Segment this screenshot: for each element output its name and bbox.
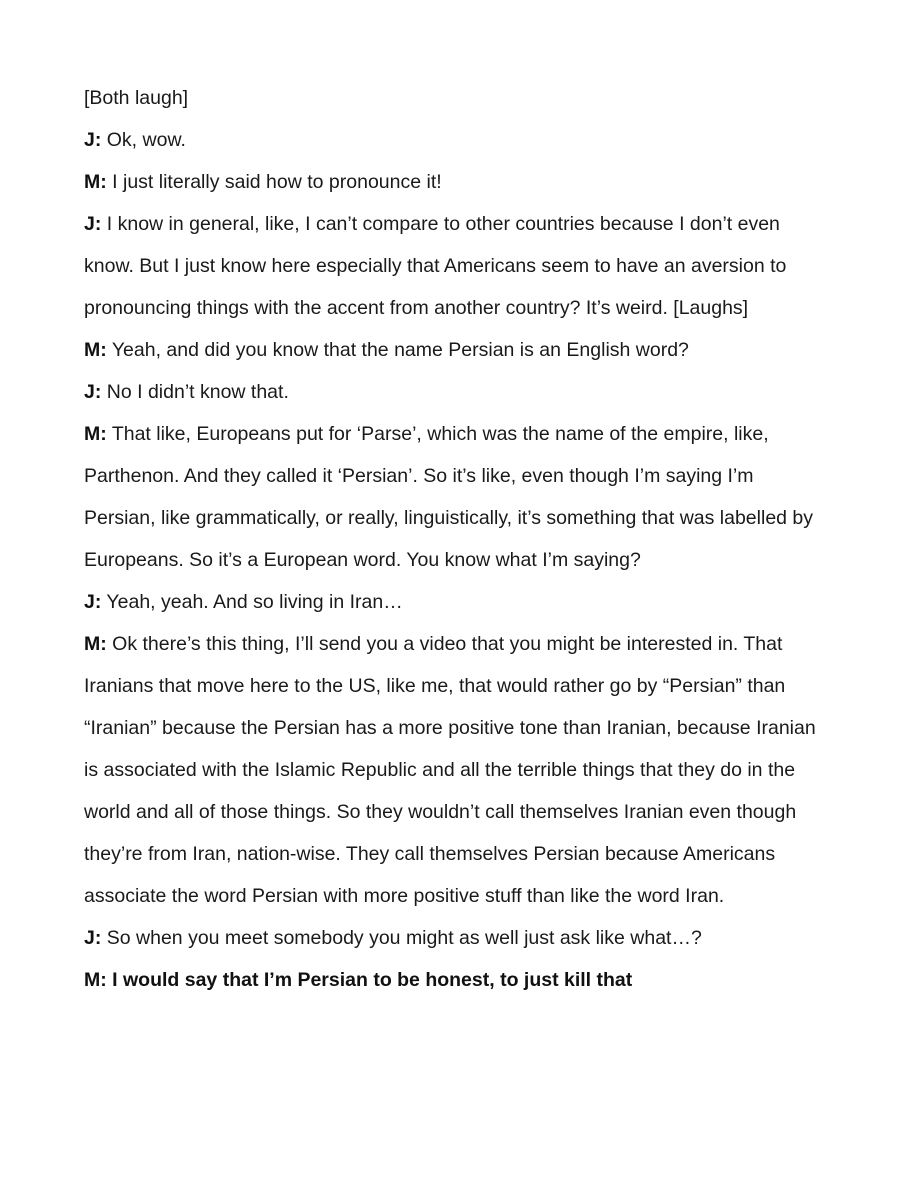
transcript-line-8	[84, 581, 824, 623]
transcript-line-4	[84, 203, 824, 329]
speaker-label: M:	[84, 633, 107, 655]
line-text: Yeah, and did you know that the name Persian is an English word?	[111, 339, 689, 361]
speaker-label: M:	[84, 969, 107, 991]
line-text: I know in general, like, I can’t compare to other countries because I don’t even know. But I just know here especially that Americans seem to have an aversion to pronouncing things with the accent from another country? It’s weird. [Laughs]	[84, 213, 787, 319]
line-text: [Both laugh]	[84, 87, 189, 109]
speaker-label: J:	[84, 927, 102, 949]
transcript-line-3	[84, 161, 824, 203]
transcript-line-1	[84, 77, 824, 119]
line-text: Yeah, yeah. And so living in Iran…	[106, 591, 403, 613]
line-text: I just literally said how to pronounce it!	[112, 171, 442, 193]
speaker-label: J:	[84, 591, 102, 613]
speaker-label: M:	[84, 171, 107, 193]
line-text: Ok there’s this thing, I’ll send you a video that you might be interested in. That Iranians that move here to the US, like me, that would rather go by “Persian” than “Iranian” because the Persian has a more positive tone than Iranian, because Iranian is associated with the Islamic Republic and all the terrible things that they do in the world and all of those things. So they wouldn’t call themselves Iranian even though they’re from Iran, nation-wise. They call themselves Persian because Americans associate the word Persian with more positive stuff than like the word Iran.	[84, 633, 816, 907]
transcript-line-5	[84, 329, 824, 371]
transcript-line-6	[84, 371, 824, 413]
transcript-line-2	[84, 119, 824, 161]
line-text: Ok, wow.	[106, 129, 186, 151]
transcript-line-11	[84, 959, 824, 1001]
speaker-label: M:	[84, 423, 107, 445]
speaker-label: J:	[84, 381, 102, 403]
transcript-page	[84, 77, 824, 1001]
transcript-line-7	[84, 413, 824, 581]
speaker-label: M:	[84, 339, 107, 361]
line-text: That like, Europeans put for ‘Parse’, which was the name of the empire, like, Parthenon. And they called it ‘Persian’. So it’s like, even though I’m saying I’m Persian, like grammatically, or really, linguistically, it’s something that was labelled by Europeans. So it’s a European word. You know what I’m saying?	[84, 423, 814, 571]
line-text: No I didn’t know that.	[106, 381, 289, 403]
speaker-label: J:	[84, 129, 102, 151]
transcript-line-9	[84, 623, 824, 917]
line-text: I would say that I’m Persian to be honest, to just kill that	[112, 969, 633, 991]
speaker-label: J:	[84, 213, 102, 235]
line-text: So when you meet somebody you might as well just ask like what…?	[106, 927, 702, 949]
transcript-line-10	[84, 917, 824, 959]
